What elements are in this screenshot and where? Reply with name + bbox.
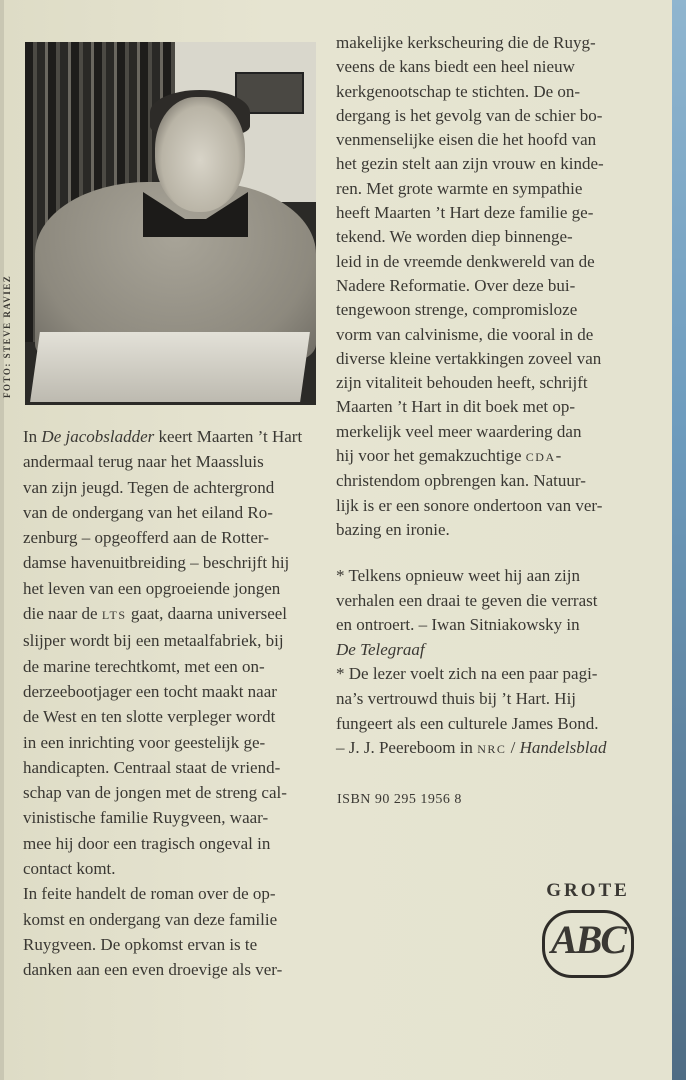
text-line [336, 444, 604, 469]
text-segment: derzeebootjager een tocht maakt naar [23, 681, 277, 701]
italic-text: De Telegraaf [336, 639, 425, 659]
text-line [23, 449, 302, 474]
text-segment: de West en ten slotte verpleger wordt [23, 707, 276, 727]
text-segment: contact komt. [23, 859, 116, 879]
text-segment: In [23, 427, 42, 446]
text-segment: fungeert als een culturele James Bond. [336, 713, 599, 733]
text-segment: het leven van een opgroeiende jongen [23, 578, 281, 598]
text-segment: tengewoon strenge, compromisloze [336, 300, 578, 320]
text-line [23, 424, 302, 449]
text-line [23, 679, 302, 704]
small-caps-text: NRC [477, 742, 507, 757]
italic-text: Handelsblad [519, 738, 607, 758]
text-segment: kerkgenootschap te stichten. De on- [336, 81, 581, 101]
text-segment: leid in de vreemde denkwereld van de [336, 251, 595, 271]
text-line [336, 662, 607, 687]
cover-left-edge [0, 0, 4, 1080]
text-segment: zenburg – opgeofferd aan de Rotter- [23, 528, 269, 548]
text-line [336, 298, 604, 322]
text-line [23, 932, 302, 957]
text-line [336, 80, 604, 104]
text-line [336, 564, 607, 589]
text-line [23, 881, 302, 906]
text-line [336, 371, 604, 395]
text-segment: vorm van calvinisme, die vooral in de [336, 324, 594, 344]
text-segment: mee hij door een tragisch ongeval in [23, 833, 271, 853]
text-segment: hij voor het gemakzuchtige [336, 446, 526, 466]
text-line [336, 420, 604, 444]
text-line [23, 500, 302, 525]
text-line [336, 177, 604, 201]
text-line [336, 250, 604, 274]
text-segment: na’s vertrouwd thuis bij ’t Hart. Hij [336, 688, 577, 708]
text-segment: die naar de [23, 604, 102, 624]
text-segment: gaat, daarna universeel [126, 604, 288, 624]
logo-word: GROTE [546, 880, 630, 901]
text-segment: merkelijk veel meer waardering dan [336, 421, 582, 441]
text-segment: het gezin stelt aan zijn vrouw en kinde- [336, 154, 604, 174]
text-segment: ren. Met grote warmte en sympathie [336, 178, 583, 198]
text-line [23, 475, 302, 500]
text-segment: - [555, 446, 562, 466]
text-line [336, 323, 604, 347]
text-segment: van de ondergang van het eiland Ro- [23, 502, 273, 522]
text-segment: slijper wordt bij een metaalfabriek, bij [23, 631, 284, 651]
text-line [23, 755, 302, 780]
text-line [336, 613, 607, 638]
text-segment: Ruygveen. De opkomst ervan is te [23, 934, 258, 954]
text-segment: christendom opbrengen kan. Natuur- [336, 471, 586, 491]
text-segment: keert Maarten ’t Hart [154, 427, 303, 446]
text-segment: handicapten. Centraal staat de vriend- [23, 757, 281, 777]
text-line [336, 638, 607, 663]
text-segment: bazing en ironie. [336, 519, 450, 539]
text-line [336, 274, 604, 298]
italic-text: De jacobsladder [41, 427, 155, 446]
text-segment: dergang is het gevolg van de schier bo- [336, 105, 603, 125]
text-segment: In feite handelt de roman over de op- [23, 884, 276, 904]
text-segment: zijn vitaliteit behouden heeft, schrijft [336, 373, 588, 393]
text-line [336, 712, 607, 737]
face [155, 97, 245, 212]
text-line [23, 576, 302, 601]
text-line [23, 730, 302, 755]
text-segment: danken aan een even droevige als ver- [23, 960, 283, 980]
text-segment: tekend. We worden diep binnenge- [336, 227, 573, 247]
text-segment: * De lezer voelt zich na een paar pagi- [336, 664, 598, 684]
text-line [23, 525, 302, 550]
text-segment: Nadere Reformatie. Over deze bui- [336, 275, 576, 295]
press-quotes [336, 564, 607, 762]
text-line [336, 152, 604, 176]
isbn: ISBN 90 295 1956 8 [337, 792, 462, 807]
text-line [23, 704, 302, 729]
text-line [336, 55, 604, 79]
text-line [336, 201, 604, 225]
text-segment: makelijke kerkscheuring die de Ruyg- [336, 33, 596, 52]
text-line [336, 128, 604, 152]
text-line [23, 856, 302, 881]
text-segment: heeft Maarten ’t Hart deze familie ge- [336, 203, 594, 223]
grote-abc-logo [538, 880, 638, 985]
text-line [23, 907, 302, 932]
text-line [23, 601, 302, 628]
photo-credit: FOTO: STEVE RAVIEZ [2, 274, 12, 398]
text-segment: schap van de jongen met de streng cal- [23, 783, 287, 803]
text-segment: van zijn jeugd. Tegen de achtergrond [23, 477, 275, 497]
text-segment: – J. J. Peereboom in [336, 738, 478, 758]
text-line [336, 736, 607, 762]
text-line [336, 104, 604, 128]
text-segment: / [506, 738, 520, 758]
blurb-left-column [23, 424, 302, 983]
text-line [23, 628, 302, 653]
text-line [336, 687, 607, 712]
text-segment: komst en ondergang van deze familie [23, 909, 278, 929]
text-segment: en ontroert. – Iwan Sitniakowsky in [336, 615, 580, 635]
text-line [336, 347, 604, 371]
text-line [23, 805, 302, 830]
text-line [336, 589, 607, 614]
text-line [336, 395, 604, 419]
blurb-right-column [336, 31, 604, 542]
book-spine-edge [672, 0, 686, 1080]
logo-mark: ABC [550, 917, 626, 962]
text-segment: damse havenuitbreiding – beschrijft hij [23, 553, 290, 573]
text-segment: de marine terechtkomt, met een on- [23, 656, 265, 676]
small-caps-text: CDA [525, 450, 556, 465]
text-segment: vinistische familie Ruygveen, waar- [23, 808, 269, 828]
text-line [336, 494, 604, 518]
text-segment: diverse kleine vertakkingen zoveel van [336, 348, 602, 368]
text-segment: venmenselijke eisen die het hoofd van [336, 130, 597, 150]
text-line [336, 469, 604, 493]
text-segment: Maarten ’t Hart in dit boek met op- [336, 397, 576, 417]
text-segment: verhalen een draai te geven die verrast [336, 590, 598, 610]
text-line [336, 225, 604, 249]
text-line [23, 654, 302, 679]
text-line [336, 518, 604, 542]
text-segment: andermaal terug naar het Maassluis [23, 452, 264, 472]
small-caps-text: LTS [101, 608, 127, 623]
text-line [336, 31, 604, 55]
author-photo [25, 42, 316, 405]
desk-papers [30, 332, 310, 402]
text-line [23, 957, 302, 982]
text-line [23, 831, 302, 856]
text-segment: * Telkens opnieuw weet hij aan zijn [336, 566, 580, 585]
text-segment: veens de kans biedt een heel nieuw [336, 57, 575, 77]
text-segment: in een inrichting voor geestelijk ge- [23, 732, 266, 752]
text-line [23, 550, 302, 575]
text-segment: lijk is er een sonore ondertoon van ver- [336, 495, 603, 515]
text-line [23, 780, 302, 805]
